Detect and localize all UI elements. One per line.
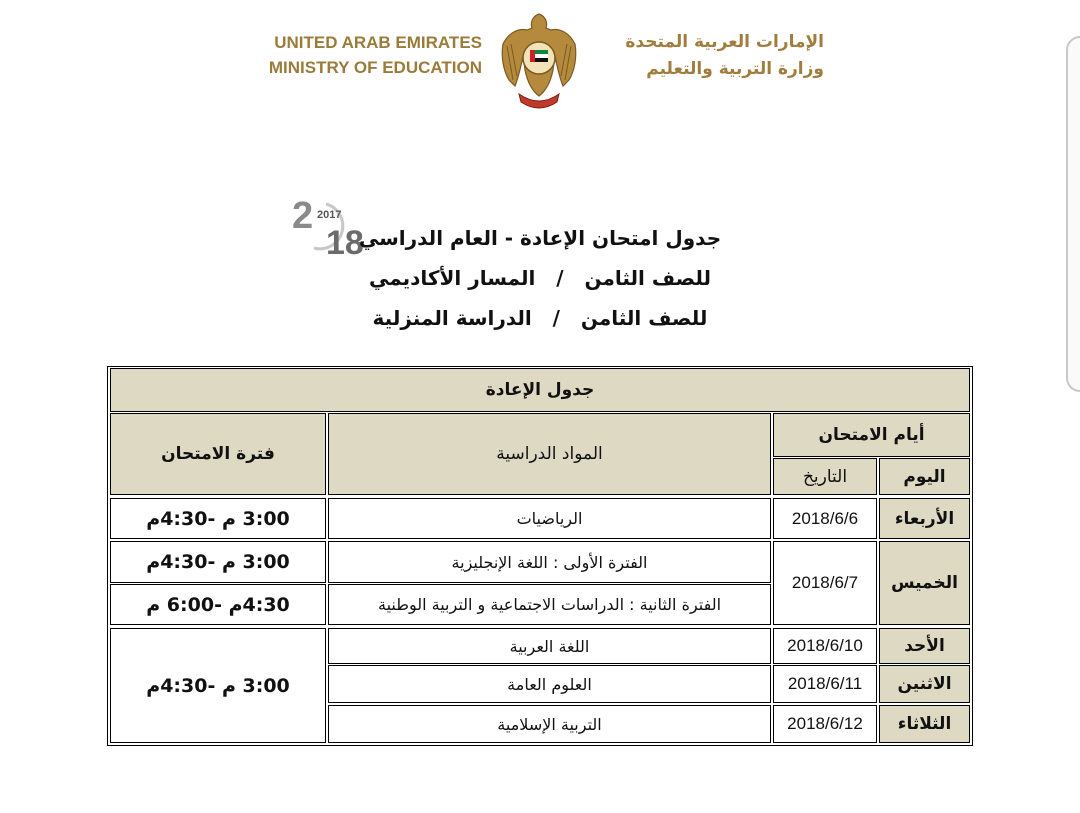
row3-time: 4:30م -6:00 م	[110, 584, 326, 625]
row4-date: 2018/6/10	[773, 628, 877, 664]
title-line-1: جدول امتحان الإعادة - العام الدراسي	[358, 226, 722, 250]
header-exam-period: فترة الامتحان	[110, 413, 326, 495]
ministry-name-arabic	[594, 29, 824, 83]
row2-date: 2018/6/7	[773, 541, 877, 625]
ministry-ar-line1: الإمارات العربية المتحدة	[625, 32, 824, 52]
header-subjects: المواد الدراسية	[328, 413, 771, 495]
row5-day: الاثنين	[879, 665, 970, 703]
row1-subject: الرياضيات	[328, 498, 771, 539]
row2-time: 3:00 م -4:30م	[110, 541, 326, 583]
title-line-2: للصف الثامن / المسار الأكاديمي	[368, 266, 712, 290]
logo-digit-two: 2	[292, 195, 314, 237]
row6-day: الثلاثاء	[879, 705, 970, 743]
document-titles	[300, 218, 780, 338]
row1-day: الأربعاء	[879, 498, 970, 539]
ministry-en-line2: MINISTRY OF EDUCATION	[268, 58, 482, 77]
header-day: اليوم	[879, 458, 970, 495]
ministry-name-english	[258, 30, 482, 80]
row5-subject: العلوم العامة	[328, 665, 771, 703]
row4-day: الأحد	[879, 628, 970, 664]
logo-year-2017: 2017	[317, 209, 342, 221]
row1-date: 2018/6/6	[773, 498, 877, 539]
row1-time: 3:00 م -4:30م	[110, 498, 326, 539]
rows4-6-time: 3:00 م -4:30م	[110, 628, 326, 743]
logo-digits-18: 18	[326, 224, 364, 262]
row6-date: 2018/6/12	[773, 705, 877, 743]
row5-date: 2018/6/11	[773, 665, 877, 703]
row4-subject: اللغة العربية	[328, 628, 771, 664]
table-caption: جدول الإعادة	[110, 368, 970, 412]
ministry-ar-line2: وزارة التربية والتعليم	[646, 59, 824, 79]
header-date: التاريخ	[773, 458, 877, 495]
title-line-3: للصف الثامن / الدراسة المنزلية	[372, 306, 708, 330]
uae-emblem-icon	[497, 10, 581, 114]
row6-subject: التربية الإسلامية	[328, 705, 771, 743]
header-exam-days: أيام الامتحان	[773, 413, 970, 457]
row2-subject: الفترة الأولى : اللغة الإنجليزية	[328, 541, 771, 583]
side-panel-handle[interactable]	[1066, 36, 1080, 392]
retake-schedule-table	[107, 366, 973, 746]
row2-day: الخميس	[879, 541, 970, 625]
row3-subject: الفترة الثانية : الدراسات الاجتماعية و التربية الوطنية	[328, 584, 771, 625]
ministry-en-line1: UNITED ARAB EMIRATES	[274, 33, 482, 52]
